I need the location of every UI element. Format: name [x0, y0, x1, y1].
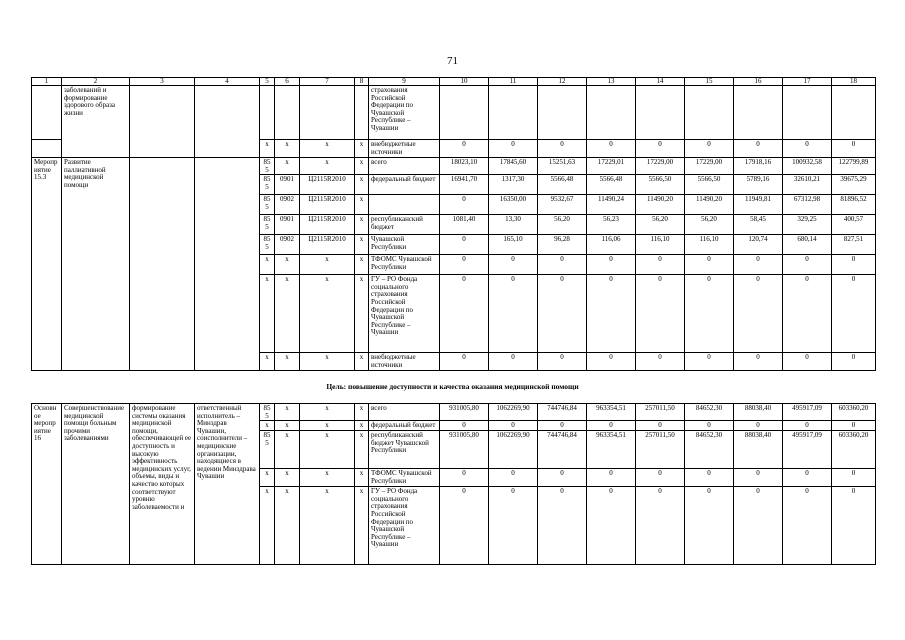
header-cell: 14 — [636, 78, 685, 86]
code-cell: x — [275, 158, 300, 175]
value-cell: 0 — [636, 353, 685, 371]
code-cell: x — [275, 421, 300, 431]
code-cell: x — [260, 469, 275, 487]
value-cell: 0 — [685, 487, 734, 565]
value-cell: 0 — [636, 469, 685, 487]
value-cell: 17229,00 — [636, 158, 685, 175]
cell — [32, 86, 62, 140]
value-cell: 88038,40 — [734, 404, 783, 421]
value-cell: 0 — [685, 140, 734, 158]
code-cell: 0901 — [275, 215, 300, 235]
value-cell: 88038,40 — [734, 431, 783, 469]
cont-desc: заболеваний и формирование здорового образа жизни — [62, 86, 130, 158]
code-cell: x — [355, 487, 369, 565]
value-cell: 0 — [440, 235, 489, 255]
value-cell: 84652,30 — [685, 404, 734, 421]
code-cell: 855 — [260, 195, 275, 215]
value-cell: 11490,24 — [587, 195, 636, 215]
header-cell: 1 — [32, 78, 62, 86]
code-cell: x — [300, 353, 355, 371]
value-cell: 0 — [587, 255, 636, 275]
header-row — [32, 78, 876, 86]
source-cell: федеральный бюджет — [369, 421, 440, 431]
code-cell: x — [260, 140, 275, 158]
code-cell: x — [355, 158, 369, 175]
value-cell: 0 — [538, 353, 587, 371]
value-cell: 0 — [734, 469, 783, 487]
value-cell: 603360,20 — [832, 431, 876, 469]
cell — [130, 86, 195, 158]
code-cell: x — [275, 275, 300, 353]
value-cell: 0 — [783, 140, 832, 158]
value-cell: 400,57 — [832, 215, 876, 235]
value-cell: 0 — [685, 469, 734, 487]
source-cell: ТФОМС Чувашской Республики — [369, 255, 440, 275]
code-cell: x — [300, 404, 355, 421]
value-cell: 5789,16 — [734, 175, 783, 195]
code-cell: x — [260, 421, 275, 431]
code-cell: 855 — [260, 158, 275, 175]
code-cell: Ц2115R2010 — [300, 235, 355, 255]
value-cell: 0 — [783, 353, 832, 371]
value-cell: 0 — [538, 255, 587, 275]
value-cell: 0 — [636, 140, 685, 158]
code-cell: x — [300, 431, 355, 469]
program-table-bottom — [31, 403, 876, 565]
value-cell: 0 — [440, 421, 489, 431]
value-cell: 1081,40 — [440, 215, 489, 235]
value-cell: 0 — [587, 469, 636, 487]
cell — [195, 158, 260, 371]
value-cell: 495917,09 — [783, 404, 832, 421]
code-cell: x — [300, 255, 355, 275]
source-cell: ГУ – РО Фонда социального страхования Российской Федерации по Чувашской Республике – Чувашии — [369, 275, 440, 353]
value-cell: 0 — [636, 421, 685, 431]
header-cell: 13 — [587, 78, 636, 86]
cell — [260, 86, 275, 140]
table-row — [32, 158, 876, 175]
code-cell: x — [260, 353, 275, 371]
source-cell: всего — [369, 158, 440, 175]
event-desc: Развитие паллиативной медицинской помощи — [62, 158, 130, 371]
value-cell: 0 — [440, 487, 489, 565]
value-cell: 0 — [636, 487, 685, 565]
cell — [300, 86, 355, 140]
cell — [355, 86, 369, 140]
value-cell: 1062269,90 — [489, 404, 538, 421]
event-goal: формирование системы оказания медицинской помощи, обеспечивающей ее доступность и высокую эффективность медицинских услуг, объемы, виды и качество которых соответствуют уровню заболеваемости и — [130, 404, 195, 565]
value-cell: 963354,51 — [587, 431, 636, 469]
value-cell: 0 — [783, 255, 832, 275]
code-cell: 0902 — [275, 195, 300, 215]
value-cell: 0 — [832, 469, 876, 487]
code-cell: 855 — [260, 404, 275, 421]
event-name: Основное мероприятие 16 — [32, 404, 62, 565]
value-cell: 11949,81 — [734, 195, 783, 215]
code-cell: x — [355, 421, 369, 431]
value-cell: 32610,21 — [783, 175, 832, 195]
code-cell: x — [355, 235, 369, 255]
code-cell: x — [355, 469, 369, 487]
value-cell: 56,20 — [685, 215, 734, 235]
value-cell: 0 — [636, 255, 685, 275]
value-cell: 0 — [587, 275, 636, 353]
value-cell: 0 — [685, 275, 734, 353]
code-cell: x — [275, 469, 300, 487]
goal-heading: Цель: повышение доступности и качества оказания медицинской помощи — [326, 382, 579, 391]
header-cell: 10 — [440, 78, 489, 86]
code-cell: 855 — [260, 431, 275, 469]
header-cell: 7 — [300, 78, 355, 86]
value-cell: 963354,51 — [587, 404, 636, 421]
source-cell: республиканский бюджет — [369, 215, 440, 235]
value-cell: 9532,67 — [538, 195, 587, 215]
code-cell: 0901 — [275, 175, 300, 195]
value-cell: 116,10 — [685, 235, 734, 255]
value-cell: 16350,00 — [489, 195, 538, 215]
value-cell: 96,28 — [538, 235, 587, 255]
value-cell: 680,14 — [783, 235, 832, 255]
value-cell: 0 — [685, 421, 734, 431]
source-cell: внебюджетные источники — [369, 140, 440, 158]
header-cell: 8 — [355, 78, 369, 86]
value-cell: 827,51 — [832, 235, 876, 255]
value-cell: 39675,29 — [832, 175, 876, 195]
value-cell: 11490,20 — [685, 195, 734, 215]
value-cell: 11490,20 — [636, 195, 685, 215]
value-cell: 0 — [832, 255, 876, 275]
code-cell: x — [355, 353, 369, 371]
code-cell: x — [275, 431, 300, 469]
value-cell: 257011,50 — [636, 404, 685, 421]
value-cell: 17229,00 — [685, 158, 734, 175]
value-cell: 0 — [489, 469, 538, 487]
header-cell: 5 — [260, 78, 275, 86]
value-cell: 0 — [489, 140, 538, 158]
value-cell: 165,10 — [489, 235, 538, 255]
cell — [32, 140, 62, 158]
code-cell: x — [260, 487, 275, 565]
value-cell: 5566,48 — [538, 175, 587, 195]
header-cell: 12 — [538, 78, 587, 86]
code-cell: x — [355, 275, 369, 353]
code-cell: 855 — [260, 235, 275, 255]
value-cell: 1062269,90 — [489, 431, 538, 469]
code-cell: x — [355, 140, 369, 158]
value-cell: 0 — [489, 255, 538, 275]
value-cell: 67312,98 — [783, 195, 832, 215]
value-cell: 0 — [587, 353, 636, 371]
value-cell: 329,25 — [783, 215, 832, 235]
cell — [275, 86, 300, 140]
value-cell: 0 — [538, 275, 587, 353]
code-cell: x — [275, 404, 300, 421]
value-cell: 56,23 — [587, 215, 636, 235]
value-cell: 0 — [734, 421, 783, 431]
value-cell: 0 — [440, 469, 489, 487]
source-cell: внебюджетные источники — [369, 353, 440, 371]
value-cell: 931005,80 — [440, 431, 489, 469]
code-cell: x — [275, 487, 300, 565]
value-cell: 0 — [783, 487, 832, 565]
value-cell: 17229,01 — [587, 158, 636, 175]
header-cell: 3 — [130, 78, 195, 86]
source-cell — [369, 195, 440, 215]
value-cell: 0 — [832, 421, 876, 431]
value-cell: 495917,09 — [783, 431, 832, 469]
value-cell: 0 — [734, 255, 783, 275]
value-cell: 0 — [440, 255, 489, 275]
header-cell: 9 — [369, 78, 440, 86]
header-cell: 6 — [275, 78, 300, 86]
value-cell: 122799,89 — [832, 158, 876, 175]
value-cell: 0 — [440, 195, 489, 215]
value-cell: 0 — [783, 469, 832, 487]
value-cell: 18023,10 — [440, 158, 489, 175]
value-cell: 257011,50 — [636, 431, 685, 469]
value-cell: 0 — [489, 421, 538, 431]
code-cell: x — [275, 255, 300, 275]
value-cell: 5566,48 — [587, 175, 636, 195]
value-cell: 56,20 — [636, 215, 685, 235]
code-cell: 0902 — [275, 235, 300, 255]
value-cell: 56,20 — [538, 215, 587, 235]
code-cell: Ц2115R2010 — [300, 175, 355, 195]
value-cell: 81896,52 — [832, 195, 876, 215]
code-cell: x — [355, 195, 369, 215]
source-cell: республиканский бюджет Чувашской Республики — [369, 431, 440, 469]
event-desc: Совершенствование медицинской помощи больным прочими заболеваниями — [62, 404, 130, 565]
event-executor: ответственный исполнитель – Минздрав Чувашии, соисполнители – медицинские организации, находящиеся в ведении Минздрава Чувашии — [195, 404, 260, 565]
header-cell: 4 — [195, 78, 260, 86]
value-cell: 0 — [587, 140, 636, 158]
value-cell: 15251,63 — [538, 158, 587, 175]
value-cell: 0 — [734, 487, 783, 565]
value-cell: 0 — [440, 140, 489, 158]
value-cell: 0 — [832, 275, 876, 353]
code-cell: x — [275, 140, 300, 158]
header-cell: 15 — [685, 78, 734, 86]
source-cell: всего — [369, 404, 440, 421]
value-cell: 0 — [783, 275, 832, 353]
value-cell: 0 — [440, 275, 489, 353]
cell — [195, 86, 260, 158]
value-cell: 0 — [538, 421, 587, 431]
table-row — [32, 404, 876, 421]
code-cell: x — [260, 255, 275, 275]
value-cell: 744746,84 — [538, 431, 587, 469]
value-cell: 0 — [685, 255, 734, 275]
value-cell: 1317,30 — [489, 175, 538, 195]
cell — [130, 158, 195, 371]
value-cell: 116,06 — [587, 235, 636, 255]
value-cell: 0 — [783, 421, 832, 431]
code-cell: x — [300, 421, 355, 431]
value-cell: 0 — [734, 140, 783, 158]
value-cell: 58,45 — [734, 215, 783, 235]
code-cell: x — [300, 275, 355, 353]
source-cell: Чувашской Республики — [369, 235, 440, 255]
value-cell: 0 — [489, 487, 538, 565]
source-cell: ГУ – РО Фонда социального страхования Российской Федерации по Чувашской Республике – Чувашии — [369, 487, 440, 565]
value-cell: 603360,20 — [832, 404, 876, 421]
value-cell: 0 — [538, 469, 587, 487]
value-cell: 120,74 — [734, 235, 783, 255]
code-cell: Ц2115R2010 — [300, 195, 355, 215]
header-cell: 16 — [734, 78, 783, 86]
source-cell: федеральный бюджет — [369, 175, 440, 195]
header-cell: 2 — [62, 78, 130, 86]
code-cell: x — [300, 140, 355, 158]
value-cell: 0 — [538, 487, 587, 565]
value-cell: 0 — [832, 140, 876, 158]
value-cell: 116,10 — [636, 235, 685, 255]
value-cell: 0 — [587, 421, 636, 431]
value-cell: 0 — [489, 275, 538, 353]
value-cell: 16941,70 — [440, 175, 489, 195]
program-table-top — [31, 77, 876, 371]
value-cell: 0 — [587, 487, 636, 565]
header-cell: 11 — [489, 78, 538, 86]
value-cell: 0 — [636, 275, 685, 353]
header-cell: 17 — [783, 78, 832, 86]
value-cell: 0 — [734, 275, 783, 353]
header-cell: 18 — [832, 78, 876, 86]
code-cell: x — [300, 469, 355, 487]
code-cell: x — [300, 158, 355, 175]
code-cell: Ц2115R2010 — [300, 215, 355, 235]
value-cell: 0 — [538, 140, 587, 158]
value-cell: 0 — [489, 353, 538, 371]
code-cell: x — [300, 487, 355, 565]
page-number: 71 — [447, 55, 458, 67]
value-cell: 931005,80 — [440, 404, 489, 421]
value-cell: 0 — [685, 353, 734, 371]
value-cell: 744746,84 — [538, 404, 587, 421]
value-cell: 0 — [832, 487, 876, 565]
value-cell: 84652,30 — [685, 431, 734, 469]
value-cell: 0 — [832, 353, 876, 371]
code-cell: x — [355, 255, 369, 275]
code-cell: x — [355, 175, 369, 195]
value-cell: 0 — [734, 353, 783, 371]
code-cell: x — [260, 275, 275, 353]
value-cell: 100932,58 — [783, 158, 832, 175]
value-cell: 0 — [440, 353, 489, 371]
value-cell: 5566,50 — [685, 175, 734, 195]
source-cell: ТФОМС Чувашской Республики — [369, 469, 440, 487]
code-cell: x — [355, 404, 369, 421]
code-cell: 855 — [260, 175, 275, 195]
value-cell: 17918,16 — [734, 158, 783, 175]
value-cell: 13,30 — [489, 215, 538, 235]
code-cell: x — [275, 353, 300, 371]
code-cell: x — [355, 431, 369, 469]
cont-fund-text: страхования Российской Федерации по Чувашской Республике – Чувашии — [369, 86, 440, 140]
value-cell: 5566,50 — [636, 175, 685, 195]
code-cell: 855 — [260, 215, 275, 235]
code-cell: x — [355, 215, 369, 235]
value-cell: 17845,60 — [489, 158, 538, 175]
event-name: Мероприятие 15.3 — [32, 158, 62, 371]
